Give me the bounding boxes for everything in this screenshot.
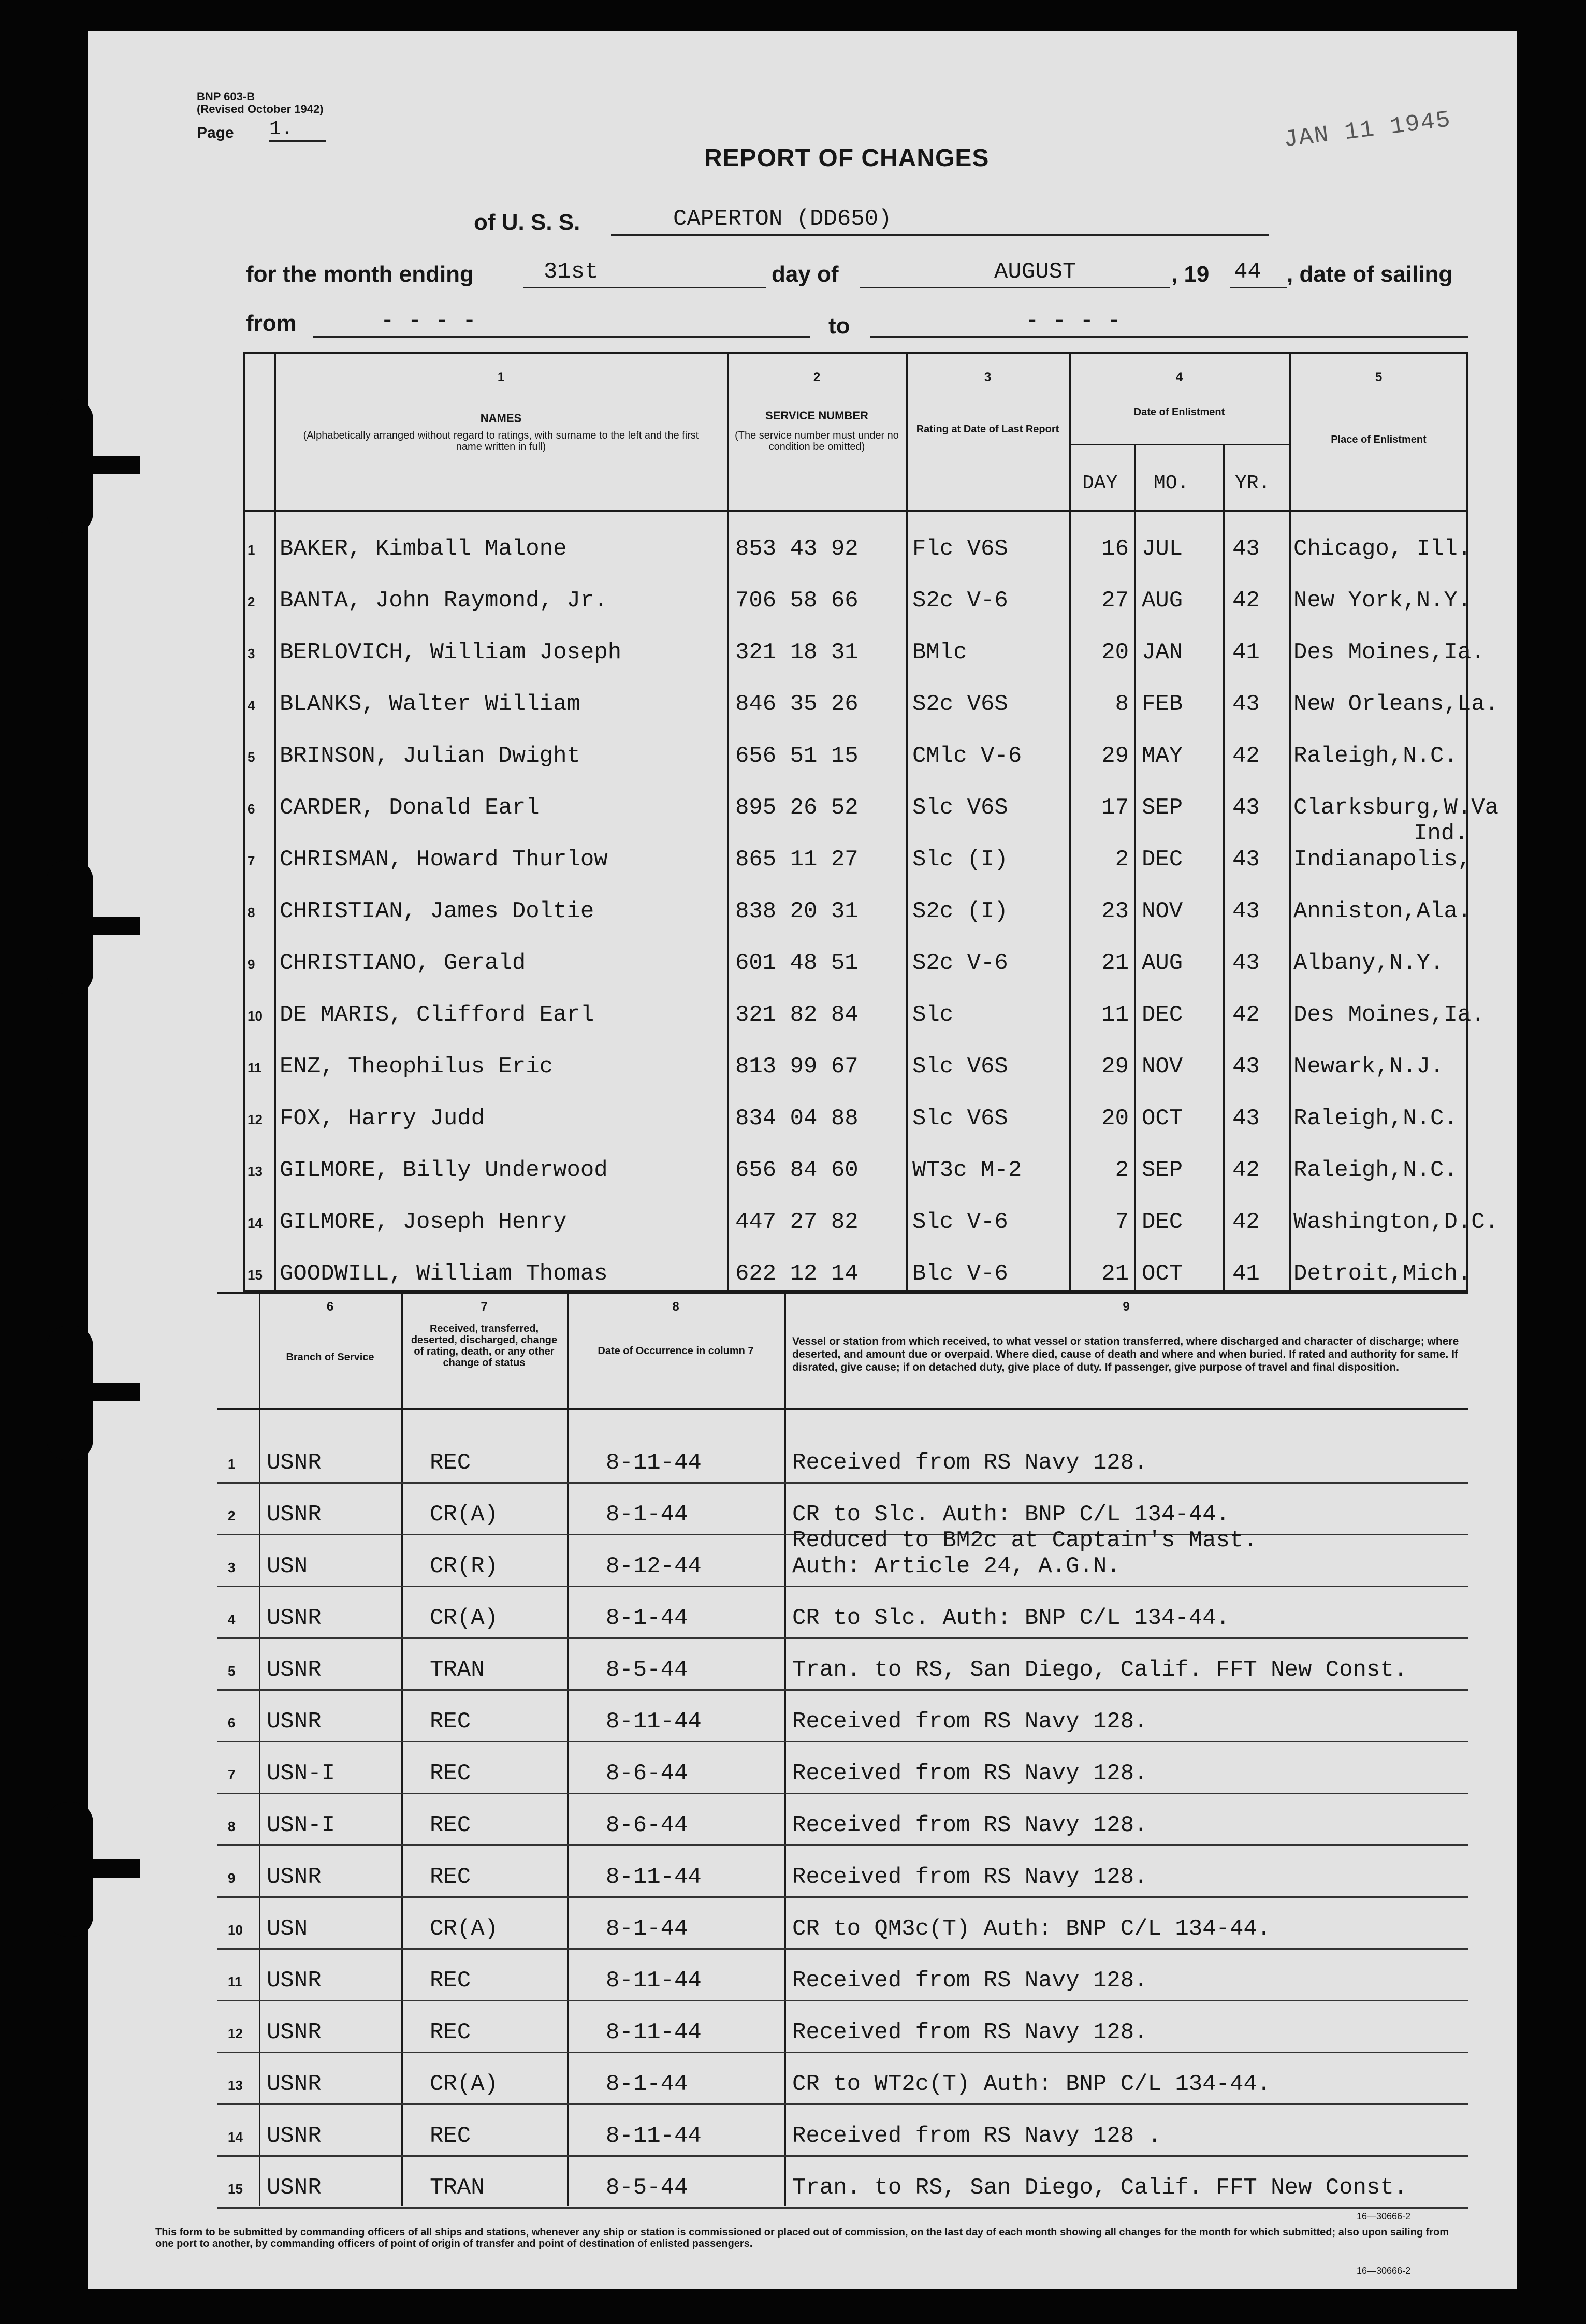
- day-subheader: DAY: [1082, 472, 1118, 495]
- enlist-day: 21: [1101, 950, 1129, 976]
- to-line: [870, 308, 1468, 338]
- of-uss-label: of U. S. S.: [474, 210, 580, 235]
- received-date-stamp: JAN 11 1945: [1282, 106, 1453, 154]
- date-of-occurrence: 8-11-44: [606, 1864, 702, 1890]
- enlist-month: JUL: [1142, 536, 1183, 562]
- page-number: 1.: [269, 118, 326, 142]
- member-name: BRINSON, Julian Dwight: [280, 743, 580, 769]
- service-number: 813 99 67: [735, 1054, 859, 1080]
- form-revision-line: (Revised October 1942): [197, 103, 324, 115]
- service-number: 838 20 31: [735, 898, 859, 924]
- member-name: CHRISTIANO, Gerald: [280, 950, 526, 976]
- branch-of-service: USNR: [267, 1502, 322, 1528]
- branch-of-service: USNR: [267, 2020, 322, 2045]
- remarks-header: Vessel or station from which received, to what vessel or station transferred, where discharged and character of discharge; where deserted, and amount due or overpaid. Where died, cause of death and where and when buried. If rated and authority for same. If disrated, give cause; if on detached duty, give place of duty. If passenger, give purpose of travel and final disposition.: [792, 1335, 1459, 1373]
- row-rule: [217, 2207, 1468, 2209]
- enlist-place: Raleigh,N.C.: [1293, 1157, 1458, 1183]
- to-value: - - - -: [1025, 308, 1121, 334]
- rating: Slc V-6: [912, 1209, 1008, 1235]
- rating: BMlc: [912, 640, 967, 665]
- col-divider: [906, 352, 908, 1292]
- row-number: 7: [228, 1767, 236, 1782]
- row-rule: [217, 2103, 1468, 2105]
- enlist-year: 43: [1232, 950, 1260, 976]
- form-id-line: BNP 603-B: [197, 90, 255, 103]
- row-rule: [217, 2000, 1468, 2001]
- enlist-year: 41: [1232, 1261, 1260, 1287]
- row-rule: [217, 1689, 1468, 1691]
- remarks: Received from RS Navy 128.: [792, 1968, 1148, 1994]
- branch-of-service: USNR: [267, 1709, 322, 1735]
- branch-of-service: USNR: [267, 2071, 322, 2097]
- remarks: Received from RS Navy 128.: [792, 1864, 1148, 1890]
- member-name: GILMORE, Billy Underwood: [280, 1157, 608, 1183]
- date-of-sailing-label: , date of sailing: [1287, 262, 1453, 287]
- row-number: 3: [248, 646, 255, 661]
- remarks: Received from RS Navy 128.: [792, 1812, 1148, 1838]
- enlist-day: 29: [1101, 1054, 1129, 1080]
- enlist-year: 43: [1232, 536, 1260, 562]
- row-rule: [217, 1637, 1468, 1639]
- row-number-divider: [274, 352, 276, 1292]
- member-name: FOX, Harry Judd: [280, 1106, 485, 1131]
- row-number: 11: [248, 1060, 262, 1076]
- service-number: 865 11 27: [735, 847, 859, 873]
- enlist-month: SEP: [1142, 1157, 1183, 1183]
- rating: S2c V-6: [912, 950, 1008, 976]
- rating: WT3c M-2: [912, 1157, 1022, 1183]
- rating: S2c V6S: [912, 691, 1008, 717]
- enlist-month: OCT: [1142, 1261, 1183, 1287]
- row-number: 10: [228, 1922, 243, 1938]
- form-title: REPORT OF CHANGES: [704, 144, 990, 172]
- row-number: 13: [248, 1164, 263, 1179]
- row-rule: [217, 1844, 1468, 1846]
- row-number: 9: [248, 956, 255, 972]
- row-number: 4: [228, 1611, 236, 1627]
- change-of-status: CR(A): [430, 1605, 499, 1631]
- enlist-month: JAN: [1142, 640, 1183, 665]
- service-number: 321 82 84: [735, 1002, 859, 1028]
- form-number: [197, 91, 324, 115]
- bottom-header-rule: [217, 1408, 1468, 1410]
- rating: Slc V6S: [912, 1054, 1008, 1080]
- member-name: BLANKS, Walter William: [280, 691, 580, 717]
- date-of-occurrence: 8-1-44: [606, 1605, 688, 1631]
- row-rule: [217, 2052, 1468, 2053]
- row-rule: [217, 1896, 1468, 1898]
- binder-hole: [47, 1802, 93, 1937]
- member-name: CHRISTIAN, James Doltie: [280, 898, 594, 924]
- row-number-divider: [259, 1292, 260, 2206]
- col-divider: [784, 1292, 786, 2206]
- row-number: 15: [228, 2181, 243, 2197]
- remarks: Received from RS Navy 128.: [792, 1709, 1148, 1735]
- enlist-place: Des Moines,Ia.: [1293, 1002, 1485, 1028]
- date-of-occurrence: 8-5-44: [606, 2175, 688, 2201]
- row-number: 2: [228, 1508, 236, 1523]
- row-rule: [217, 1482, 1468, 1484]
- year-value: 44: [1234, 259, 1261, 285]
- row-number: 6: [228, 1715, 236, 1731]
- change-of-status: TRAN: [430, 2175, 485, 2201]
- enlist-day: 2: [1115, 1157, 1129, 1183]
- service-number: 656 51 15: [735, 743, 859, 769]
- row-number: 12: [248, 1112, 263, 1127]
- row-number: 6: [248, 801, 255, 817]
- branch-of-service-header: Branch of Service: [286, 1352, 374, 1363]
- day-of-label: day of: [772, 262, 839, 287]
- date-of-occurrence: 8-12-44: [606, 1553, 702, 1579]
- branch-of-service: USNR: [267, 2175, 322, 2201]
- enlist-place: New York,N.Y.: [1293, 588, 1472, 614]
- member-name: CHRISMAN, Howard Thurlow: [280, 847, 608, 873]
- personnel-table: [243, 352, 1468, 1292]
- date-of-occurrence: 8-11-44: [606, 2020, 702, 2045]
- change-of-status: REC: [430, 1761, 471, 1786]
- row-number: 12: [228, 2026, 243, 2041]
- service-number: 846 35 26: [735, 691, 859, 717]
- col-divider: [567, 1292, 569, 2206]
- from-line: [313, 308, 810, 338]
- month-subheader: MO.: [1154, 472, 1189, 495]
- date-of-occurrence: 8-1-44: [606, 1502, 688, 1528]
- binder-hole: [47, 860, 93, 994]
- date-of-occurrence-header: Date of Occurrence in column 7: [598, 1345, 754, 1357]
- month-line: [860, 259, 1170, 288]
- enlist-day: 23: [1101, 898, 1129, 924]
- date-of-occurrence: 8-11-44: [606, 2123, 702, 2149]
- from-label: from: [246, 311, 297, 336]
- row-rule: [217, 1948, 1468, 1950]
- member-name: BANTA, John Raymond, Jr.: [280, 588, 608, 614]
- day-line: [523, 259, 766, 288]
- row-number: 13: [228, 2078, 243, 2093]
- col-divider: [727, 352, 729, 1292]
- change-of-status: CR(A): [430, 1502, 499, 1528]
- row-rule: [217, 1586, 1468, 1587]
- remarks: CR to Slc. Auth: BNP C/L 134-44.: [792, 1605, 1230, 1631]
- date-of-occurrence: 8-6-44: [606, 1761, 688, 1786]
- change-of-status: REC: [430, 2020, 471, 2045]
- binder-holes: [47, 0, 104, 2324]
- enlist-place: Anniston,Ala.: [1293, 898, 1472, 924]
- enlist-day: 20: [1101, 1106, 1129, 1131]
- enlist-place: Detroit,Mich.: [1293, 1261, 1472, 1287]
- branch-of-service: USNR: [267, 2123, 322, 2149]
- remarks: Received from RS Navy 128.: [792, 1450, 1148, 1476]
- names-subheader: (Alphabetically arranged without regard to ratings, with surname to the left and the first name written in full): [303, 430, 699, 453]
- member-name: GOODWILL, William Thomas: [280, 1261, 608, 1287]
- page-label: Page: [197, 124, 234, 141]
- row-number: 9: [228, 1870, 236, 1886]
- row-number: 5: [248, 749, 255, 765]
- row-number: 14: [248, 1215, 263, 1231]
- month-ending-label: for the month ending: [246, 262, 474, 287]
- branch-of-service: USN-I: [267, 1812, 336, 1838]
- enlist-year: 42: [1232, 1209, 1260, 1235]
- member-name: ENZ, Theophilus Eric: [280, 1054, 554, 1080]
- col-number: 4: [1175, 370, 1183, 384]
- enlist-year: 42: [1232, 1002, 1260, 1028]
- service-number: 656 84 60: [735, 1157, 859, 1183]
- header-rule: [243, 510, 1468, 512]
- submission-instructions: This form to be submitted by commanding officers of all ships and stations, whenever any ship or station is commissioned or placed out of commission, on the last day of each month showing all changes for the month for which submitted; also upon sailing from one port to another, by commanding officers of point of origin of transfer and point of destination of enlisted passengers.: [155, 2227, 1449, 2249]
- month-value: AUGUST: [994, 259, 1076, 285]
- enlist-place: Clarksburg,W.Va: [1293, 795, 1499, 821]
- enlist-place: New Orleans,La.: [1293, 691, 1499, 717]
- date-of-occurrence: 8-11-44: [606, 1968, 702, 1994]
- member-name: CARDER, Donald Earl: [280, 795, 540, 821]
- enlist-month: MAY: [1142, 743, 1183, 769]
- enlist-day: 17: [1101, 795, 1129, 821]
- row-number: 15: [248, 1267, 263, 1283]
- ship-name: CAPERTON (DD650): [673, 206, 892, 232]
- change-of-status: REC: [430, 1968, 471, 1994]
- row-rule: [217, 1793, 1468, 1794]
- enlist-month: DEC: [1142, 847, 1183, 873]
- enlist-day: 27: [1101, 588, 1129, 614]
- remarks-line: Reduced to BM2c at Captain's Mast.: [792, 1528, 1257, 1553]
- change-of-status: REC: [430, 1709, 471, 1735]
- service-number: 622 12 14: [735, 1261, 859, 1287]
- col-divider: [1289, 352, 1291, 1292]
- col-divider: [1223, 445, 1225, 1292]
- enlist-place: Albany,N.Y.: [1293, 950, 1444, 976]
- change-of-status: REC: [430, 1450, 471, 1476]
- row-rule: [217, 2155, 1468, 2157]
- col-number: 1: [497, 370, 505, 384]
- to-label: to: [828, 313, 850, 339]
- date-of-enlistment-header: Date of Enlistment: [1133, 406, 1225, 418]
- enlist-day: 11: [1101, 1002, 1129, 1028]
- col-number: 3: [984, 370, 992, 384]
- branch-of-service: USNR: [267, 1968, 322, 1994]
- rating: Slc V6S: [912, 1106, 1008, 1131]
- branch-of-service: USNR: [267, 1450, 322, 1476]
- enlist-year: 43: [1232, 691, 1260, 717]
- enlist-year: 43: [1232, 1054, 1260, 1080]
- enlist-place: Raleigh,N.C.: [1293, 743, 1458, 769]
- row-number: 3: [228, 1560, 236, 1575]
- row-number: 7: [248, 853, 255, 868]
- col-number: 2: [813, 370, 821, 384]
- branch-of-service: USNR: [267, 1605, 322, 1631]
- col-divider: [401, 1292, 403, 2206]
- remarks: Received from RS Navy 128 .: [792, 2123, 1161, 2149]
- service-number: 447 27 82: [735, 1209, 859, 1235]
- member-name: GILMORE, Joseph Henry: [280, 1209, 567, 1235]
- bottom-table-top-rule: [217, 1292, 1468, 1294]
- enlist-place: Raleigh,N.C.: [1293, 1106, 1458, 1131]
- enlist-month: FEB: [1142, 691, 1183, 717]
- enlist-year: 41: [1232, 640, 1260, 665]
- enlist-month: AUG: [1142, 588, 1183, 614]
- enlist-place: Des Moines,Ia.: [1293, 640, 1485, 665]
- service-number-header: SERVICE NUMBER: [765, 409, 868, 422]
- service-number: 321 18 31: [735, 640, 859, 665]
- enlist-year: 42: [1232, 588, 1260, 614]
- row-number: 10: [248, 1008, 263, 1024]
- place-of-enlistment-header: Place of Enlistment: [1331, 434, 1427, 445]
- form-code: 16—30666-2: [1357, 2211, 1411, 2221]
- member-name: BERLOVICH, William Joseph: [280, 640, 622, 665]
- col-number: 7: [481, 1300, 488, 1314]
- date-of-occurrence: 8-1-44: [606, 2071, 688, 2097]
- names-header: NAMES: [480, 412, 522, 425]
- day-value: 31st: [544, 259, 599, 285]
- enlist-day: 7: [1115, 1209, 1129, 1235]
- from-value: - - - -: [381, 308, 476, 334]
- service-number: 853 43 92: [735, 536, 859, 562]
- service-number: 834 04 88: [735, 1106, 859, 1131]
- change-of-status: REC: [430, 1812, 471, 1838]
- rating: Flc V6S: [912, 536, 1008, 562]
- branch-of-service: USN-I: [267, 1761, 336, 1786]
- enlist-year: 43: [1232, 1106, 1260, 1131]
- enlist-place: Chicago, Ill.: [1293, 536, 1472, 562]
- enlist-day: 8: [1115, 691, 1129, 717]
- rating: S2c V-6: [912, 588, 1008, 614]
- row-number: 4: [248, 698, 255, 713]
- rating: CMlc V-6: [912, 743, 1022, 769]
- remarks: Auth: Article 24, A.G.N.: [792, 1553, 1121, 1579]
- enlist-place-state: Ind.: [1414, 821, 1468, 847]
- date-of-occurrence: 8-6-44: [606, 1812, 688, 1838]
- enlist-year: 42: [1232, 743, 1260, 769]
- enlist-day: 2: [1115, 847, 1129, 873]
- change-of-status: TRAN: [430, 1657, 485, 1683]
- row-number: 2: [248, 594, 255, 609]
- enlist-month: AUG: [1142, 950, 1183, 976]
- change-of-status: CR(A): [430, 2071, 499, 2097]
- enlist-year: 43: [1232, 898, 1260, 924]
- service-number-subheader: (The service number must under no condition be omitted): [735, 430, 899, 453]
- date-of-occurrence: 8-11-44: [606, 1450, 702, 1476]
- branch-of-service: USN: [267, 1916, 308, 1942]
- enlist-year: 43: [1232, 847, 1260, 873]
- enlist-day: 21: [1101, 1261, 1129, 1287]
- enlist-day: 20: [1101, 640, 1129, 665]
- change-of-status: REC: [430, 2123, 471, 2149]
- enlist-year: 43: [1232, 795, 1260, 821]
- enlist-place: Washington,D.C.: [1293, 1209, 1499, 1235]
- change-of-status: CR(A): [430, 1916, 499, 1942]
- enlist-month: SEP: [1142, 795, 1183, 821]
- enlist-month: OCT: [1142, 1106, 1183, 1131]
- row-number: 5: [228, 1663, 236, 1679]
- remarks: CR to Slc. Auth: BNP C/L 134-44.: [792, 1502, 1230, 1528]
- date-of-occurrence: 8-1-44: [606, 1916, 688, 1942]
- col-number: 8: [672, 1300, 679, 1314]
- ship-name-line: [611, 206, 1269, 236]
- year-line: [1230, 259, 1287, 288]
- date-of-occurrence: 8-11-44: [606, 1709, 702, 1735]
- col-divider: [1134, 445, 1136, 1292]
- enlist-day: 16: [1101, 536, 1129, 562]
- row-rule: [217, 1741, 1468, 1742]
- enlist-month: DEC: [1142, 1209, 1183, 1235]
- remarks: Received from RS Navy 128.: [792, 1761, 1148, 1786]
- enlist-day: 29: [1101, 743, 1129, 769]
- service-number: 706 58 66: [735, 588, 859, 614]
- row-number: 1: [248, 542, 255, 558]
- remarks: Tran. to RS, San Diego, Calif. FFT New Const.: [792, 2175, 1408, 2201]
- rating: Slc: [912, 1002, 954, 1028]
- date-of-occurrence: 8-5-44: [606, 1657, 688, 1683]
- remarks: Received from RS Navy 128.: [792, 2020, 1148, 2045]
- change-of-status: CR(R): [430, 1553, 499, 1579]
- enlist-month: DEC: [1142, 1002, 1183, 1028]
- service-number: 601 48 51: [735, 950, 859, 976]
- enlist-year: 42: [1232, 1157, 1260, 1183]
- service-number: 895 26 52: [735, 795, 859, 821]
- col-number: 6: [326, 1300, 334, 1314]
- row-number: 1: [228, 1456, 236, 1472]
- year-prefix: , 19: [1171, 262, 1210, 287]
- member-name: DE MARIS, Clifford Earl: [280, 1002, 594, 1028]
- rating: Blc V-6: [912, 1261, 1008, 1287]
- change-of-status-header: Received, transferred, deserted, discharged, change of rating, death, or any other change of status: [411, 1323, 558, 1369]
- enlist-month: NOV: [1142, 1054, 1183, 1080]
- rating: Slc V6S: [912, 795, 1008, 821]
- branch-of-service: USN: [267, 1553, 308, 1579]
- remarks: CR to QM3c(T) Auth: BNP C/L 134-44.: [792, 1916, 1271, 1942]
- enlist-month: NOV: [1142, 898, 1183, 924]
- remarks: Tran. to RS, San Diego, Calif. FFT New Const.: [792, 1657, 1408, 1683]
- member-name: BAKER, Kimball Malone: [280, 536, 567, 562]
- date-header-rule: [1069, 444, 1289, 445]
- binder-hole: [47, 1326, 93, 1460]
- branch-of-service: USNR: [267, 1864, 322, 1890]
- enlist-place: Indianapolis,: [1293, 847, 1472, 873]
- binder-hole: [47, 399, 93, 533]
- rating-header: Rating at Date of Last Report: [916, 424, 1059, 435]
- rating: Slc (I): [912, 847, 1008, 873]
- row-number: 11: [228, 1974, 242, 1989]
- col-number: 9: [1123, 1300, 1130, 1314]
- year-subheader: YR.: [1235, 472, 1271, 495]
- rating: S2c (I): [912, 898, 1008, 924]
- form-code: 16—30666-2: [1357, 2265, 1411, 2276]
- change-of-status: REC: [430, 1864, 471, 1890]
- row-number: 8: [228, 1819, 236, 1834]
- row-number: 8: [248, 905, 255, 920]
- enlist-place: Newark,N.J.: [1293, 1054, 1444, 1080]
- branch-of-service: USNR: [267, 1657, 322, 1683]
- row-number: 14: [228, 2129, 243, 2145]
- col-number: 5: [1375, 370, 1383, 384]
- col-divider: [1069, 352, 1071, 1292]
- remarks: CR to WT2c(T) Auth: BNP C/L 134-44.: [792, 2071, 1271, 2097]
